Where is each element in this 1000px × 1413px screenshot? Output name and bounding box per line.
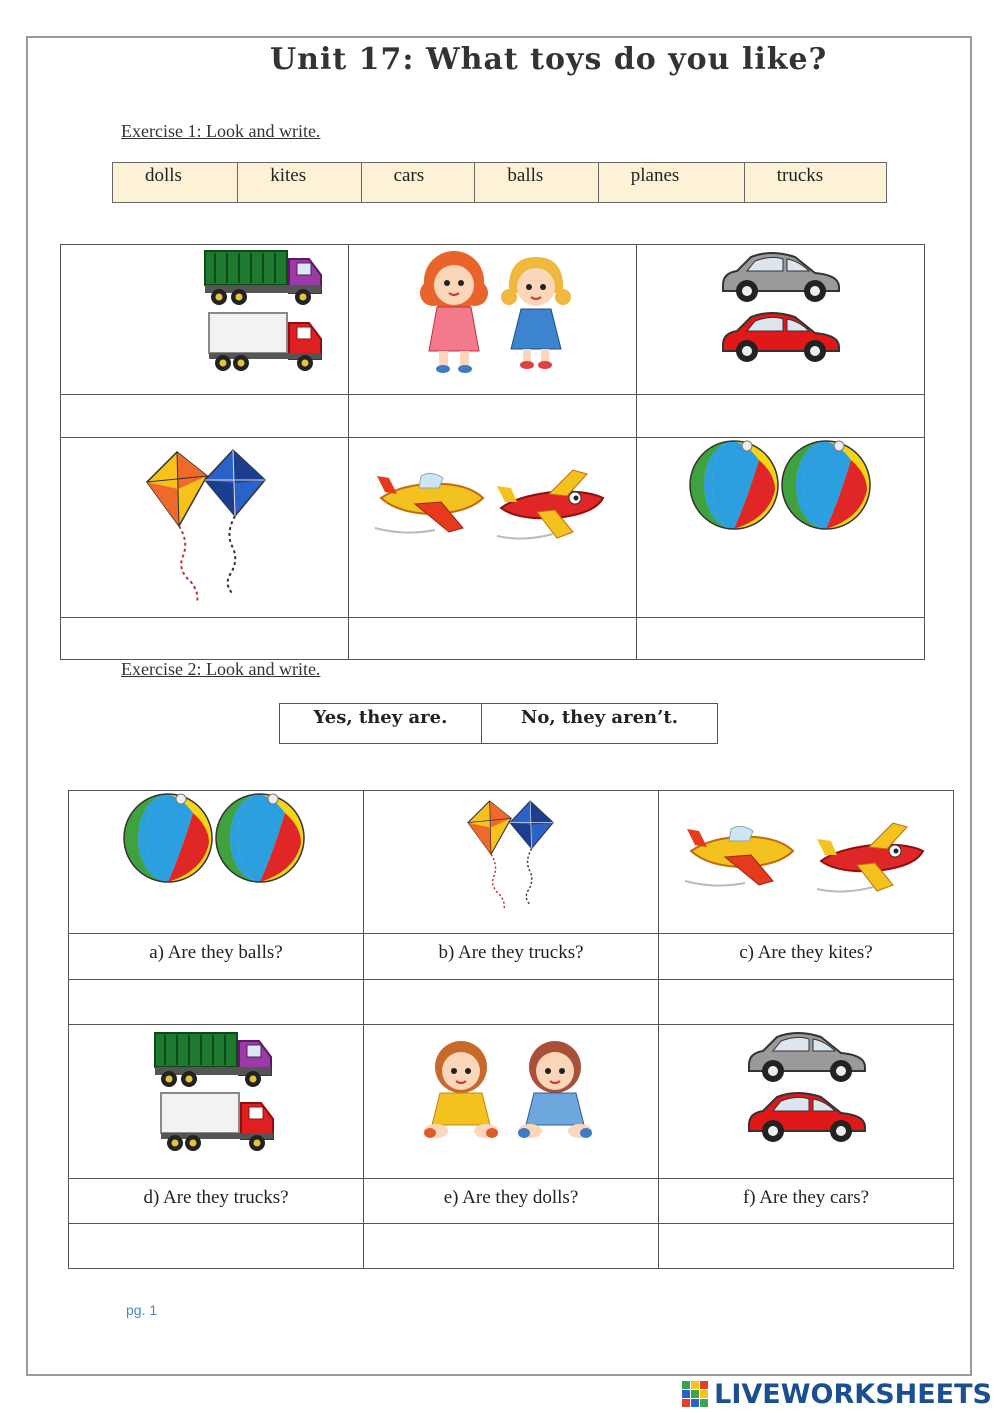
answer-box[interactable] — [61, 618, 349, 660]
word-bank-item: kites — [238, 163, 361, 203]
liveworksheets-logo — [682, 1377, 992, 1411]
word-bank-item: balls — [475, 163, 598, 203]
dolls-icon — [364, 1025, 658, 1178]
word-bank-item: planes — [598, 163, 744, 203]
picture-cell — [61, 245, 349, 395]
question-label: e) Are they dolls? — [364, 1179, 659, 1224]
answer-box[interactable] — [659, 1224, 954, 1269]
picture-cell — [637, 438, 925, 618]
answer-box[interactable] — [61, 395, 349, 438]
answer-box[interactable] — [349, 395, 637, 438]
cars-icon — [637, 245, 924, 394]
brand-name: LIVEWORKSHEETS — [714, 1378, 992, 1410]
picture-cell — [659, 1025, 954, 1179]
balls-icon — [69, 791, 363, 933]
answer-options — [279, 703, 718, 744]
picture-cell — [364, 791, 659, 934]
question-label: d) Are they trucks? — [69, 1179, 364, 1224]
answer-box[interactable] — [364, 980, 659, 1025]
word-bank — [112, 162, 887, 203]
cars-icon — [659, 1025, 953, 1178]
trucks-icon — [69, 1025, 363, 1178]
word-bank-item: cars — [361, 163, 475, 203]
answer-box[interactable] — [349, 618, 637, 660]
exercise2-heading: Exercise 2: Look and write. — [121, 659, 321, 679]
picture-cell — [69, 791, 364, 934]
word-bank-item: trucks — [744, 163, 886, 203]
exercise1-grid — [60, 244, 925, 660]
answer-box[interactable] — [659, 980, 954, 1025]
picture-cell — [69, 1025, 364, 1179]
question-label: a) Are they balls? — [69, 934, 364, 980]
answer-option: Yes, they are. — [280, 704, 482, 744]
question-label: b) Are they trucks? — [364, 934, 659, 980]
answer-box[interactable] — [364, 1224, 659, 1269]
question-label: f) Are they cars? — [659, 1179, 954, 1224]
answer-box[interactable] — [69, 1224, 364, 1269]
kites-icon — [364, 791, 658, 933]
planes-icon — [349, 438, 636, 617]
balls-icon — [637, 438, 924, 617]
answer-option: No, they aren’t. — [481, 704, 717, 744]
picture-cell — [659, 791, 954, 934]
word-bank-item: dolls — [113, 163, 238, 203]
planes-icon — [659, 791, 953, 933]
kites-icon — [61, 438, 348, 617]
picture-cell — [364, 1025, 659, 1179]
picture-cell — [637, 245, 925, 395]
exercise1-heading: Exercise 1: Look and write. — [121, 121, 321, 141]
answer-box[interactable] — [637, 395, 925, 438]
dolls-icon — [349, 245, 636, 394]
picture-cell — [61, 438, 349, 618]
answer-box[interactable] — [69, 980, 364, 1025]
page-title: Unit 17: What toys do you like? — [270, 42, 828, 77]
exercise2-grid — [68, 790, 954, 1269]
answer-box[interactable] — [637, 618, 925, 660]
picture-cell — [349, 438, 637, 618]
page-number: pg. 1 — [126, 1302, 158, 1318]
question-label: c) Are they kites? — [659, 934, 954, 980]
picture-cell — [349, 245, 637, 395]
logo-icon — [682, 1381, 710, 1407]
trucks-icon — [61, 245, 348, 394]
